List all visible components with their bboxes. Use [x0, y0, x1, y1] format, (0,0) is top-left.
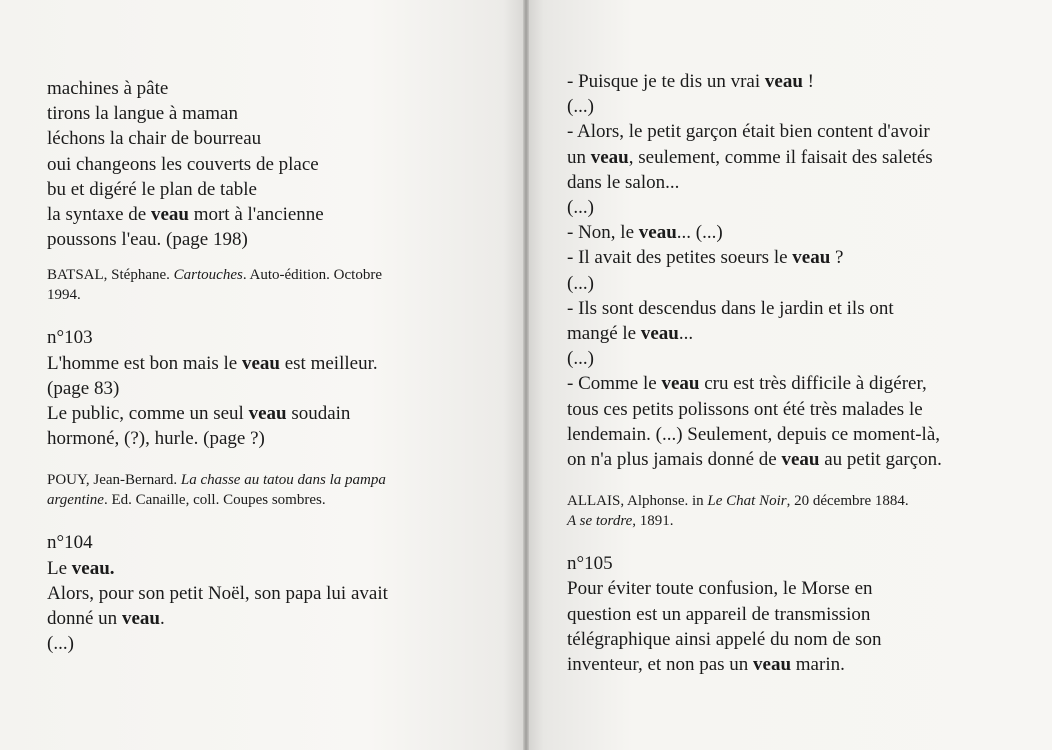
entry-line: (page 83): [47, 377, 120, 399]
dialogue-line: tous ces petits polissons ont été très malades le: [567, 398, 923, 420]
entry-line: Alors, pour son petit Noël, son papa lui avait: [47, 582, 388, 604]
dialogue-line: mangé le veau...: [567, 323, 694, 345]
entry-line: question est un appareil de transmission: [567, 603, 871, 625]
poem-line: machines à pâte: [47, 78, 169, 99]
entry-line: hormoné, (?), hurle. (page ?): [47, 428, 265, 450]
entry-line: L'homme est bon mais le veau est meilleur.: [47, 352, 378, 374]
poem-line: la syntaxe de veau mort à l'ancienne: [47, 204, 324, 226]
citation-allais: ALLAIS, Alphonse. in Le Chat Noir, 20 décembre 1884. A se tordre, 1891.: [567, 493, 909, 529]
dialogue-line: - Alors, le petit garçon était bien content d'avoir: [567, 121, 930, 143]
entry-line: télégraphique ainsi appelé du nom de son: [567, 628, 882, 650]
poem-line: léchons la chair de bourreau: [47, 128, 262, 150]
dialogue-line: on n'a plus jamais donné de veau au petit garçon.: [567, 449, 942, 471]
dialogue-line: - Il avait des petites soeurs le veau ?: [567, 247, 844, 269]
dialogue-line: - Ils sont descendus dans le jardin et ils ont: [567, 297, 894, 319]
entry-heading: Le veau.: [47, 557, 115, 579]
citation-batsal: BATSAL, Stéphane. Cartouches. Auto-édition. Octobre 1994.: [47, 267, 382, 303]
poem-line: poussons l'eau. (page 198): [47, 229, 248, 251]
dialogue-line: (...): [567, 272, 594, 294]
right-column: [567, 69, 997, 677]
entry-103: [47, 325, 487, 451]
dialogue-line: lendemain. (...) Seulement, depuis ce moment-là,: [567, 423, 941, 445]
entry-105: [567, 551, 997, 677]
entry-line: Pour éviter toute confusion, le Morse en: [567, 578, 873, 600]
entry-line: inventeur, et non pas un veau marin.: [567, 654, 845, 676]
entry-line: (...): [47, 633, 74, 655]
entry-line: Le public, comme un seul veau soudain: [47, 403, 351, 425]
poem-excerpt: [47, 76, 487, 252]
dialogue-line: - Puisque je te dis un vrai veau !: [567, 71, 814, 92]
dialogue-line: un veau, seulement, comme il faisait des saletés: [567, 146, 933, 168]
dialogue-line: - Comme le veau cru est très difficile à digérer,: [567, 373, 927, 395]
entry-line: donné un veau.: [47, 608, 165, 630]
entry-104: [47, 530, 487, 656]
left-column: [47, 76, 487, 656]
poem-line: tirons la langue à maman: [47, 103, 238, 125]
poem-line: bu et digéré le plan de table: [47, 178, 257, 200]
entry-number: n°105: [567, 553, 613, 575]
dialogue-line: - Non, le veau... (...): [567, 222, 723, 244]
dialogue-line: (...): [567, 348, 594, 370]
dialogue-excerpt: [567, 69, 997, 472]
entry-number: n°104: [47, 532, 93, 554]
dialogue-line: (...): [567, 197, 594, 219]
dialogue-line: (...): [567, 96, 594, 118]
entry-number: n°103: [47, 327, 93, 349]
book-gutter: [523, 0, 529, 750]
poem-line: oui changeons les couverts de place: [47, 153, 319, 175]
dialogue-line: dans le salon...: [567, 171, 680, 193]
citation-pouy: POUY, Jean-Bernard. La chasse au tatou dans la pampa argentine. Ed. Canaille, coll. Coupes sombres.: [47, 472, 386, 508]
